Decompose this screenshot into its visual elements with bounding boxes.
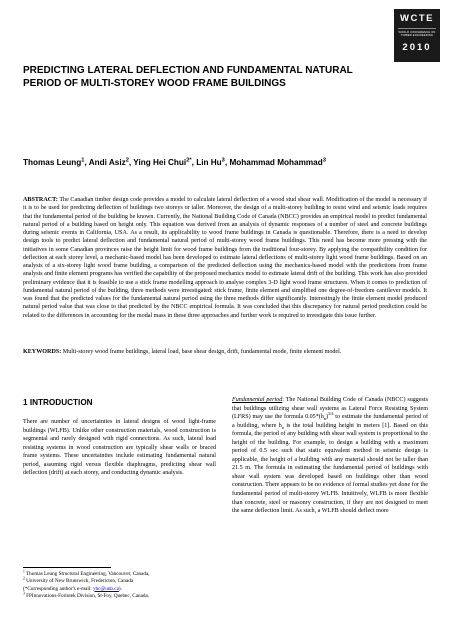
logo-subtitle-1: WORLD CONFERENCE ON — [398, 31, 436, 34]
superscript: 3/4 — [328, 411, 334, 417]
author-name: Mohammad Mohammad — [229, 158, 323, 167]
keywords-text: Multi-storey wood frame buildings, lateral load, base shear design, drift, fundamental mode, finite element model. — [62, 349, 342, 355]
footnote-mark: 2 — [23, 576, 25, 581]
paragraph-text: is the total building height in meters [1]. Based on this formula, the period of any building with shear wall system is proportional to the height of the building. For example, to design a building with a maximum period of 0.5 sec such that static equivalent method in seismic design is applicable, the height of a building with any material should not be taller than 21.5 m. The formula in estimating the fundamental period of buildings with shear wall system was developed based on buildings other than wood construction. There appears to be no evidence of formal studies yet done for the fundamental period of multi-storey WLFB. Intuitively, WLFB is more flexible than concrete, steel or masonry construction, if they are not designed to meet the same deflection limit. As such, a WLFB should deflect more — [232, 422, 428, 515]
paper-title: PREDICTING LATERAL DEFLECTION AND FUNDAMENTAL NATURAL PERIOD OF MULTI-STOREY WOOD FRAME BUILDINGS — [23, 65, 353, 89]
introduction-paragraph: There are number of uncertainties in lateral designs of wood light-frame buildings (WLFB). Unlike other construction materials, wood construction is segmental and rarely designed with rigid connections. As such, lateral load resisting systems in wood construction are typically shear walls or braced frame systems. These uncertainties include estimating fundamental natural period, assuming rigid versus flexible diaphragms, predicting shear wall deflection (drift) at each storey, and conducting dynamic analysis. — [23, 419, 216, 477]
footnotes — [23, 571, 223, 600]
abstract-text: The Canadian timber design code provides a model to calculate lateral deflection of a wood stud shear wall. Modification of the model is necessary if it is to be used for predicting deflection of buildings two storeys or taller. Moreover, the design of a multi-storey building to resist wind and seismic loads requires that the fundamental period of the building be known. Currently, the National Building Code of Canada (NBCC) provides an empirical model to predict fundamental natural period of a building based on height only. This equation was derived from an analysis of dynamic responses of a number of steel and concrete buildings during seismic events in California, USA. As a result, its applicability to wood frame buildings in Canada is questionable. Therefore, there is a need to develop design tools to predict lateral deflection and fundamental natural period of multi-storey wood frame buildings. This need has become more pressing with the initiatives in some Canadian provinces raise the height limit for wood frame buildings from the traditional four-storey. By applying the compatibility condition for deflection at each storey level, a mechanic-based model has been developed to estimate lateral deflections of multi-storey light wood frame buildings. Based on an analysis of a six-storey light wood frame building, a comparison of the predicted deflection using the mechanics-based model with the predictions from frame analysis and finite element programs has verified the capability of the proposed mechanics model to estimate lateral drift of the building. This work has also provided preliminary evidence that it is feasible to use a stick frame modelling approach to analyse complex 3-D light wood frame structures. When it comes to prediction of fundamental natural period of the building, three methods were investigated: stick frame, finite element and simplified one degree-of-freedom cantilever models. It was found that the predicted values for the fundamental natural period using the three methods differ significantly. Interestingly the finite element model produced natural period value that was close to that predicted by the NBCC empirical formula. It was concluded that this discrepancy for natural period prediction could be related to the differences in accounting for the modal mass in these three approaches and further work is required to investigate this issue further. — [23, 197, 427, 319]
email-link[interactable]: yhc@unb.ca — [92, 585, 119, 592]
footnote-mark: 3 — [23, 591, 25, 596]
footnote-text: (*Corresponding author's e-mail: — [23, 585, 93, 592]
logo-divider — [398, 28, 436, 29]
run-in-heading: Fundamental period — [232, 397, 283, 403]
abstract — [23, 196, 427, 320]
author-affiliation-mark: 2* — [186, 157, 192, 164]
conference-logo — [394, 9, 440, 62]
author-name: Thomas Leung — [23, 158, 82, 167]
author-name: Ying Hei Chui — [133, 158, 187, 167]
author-affiliation-mark: 1 — [81, 157, 85, 164]
footnote-divider — [23, 567, 111, 568]
subscript: n — [281, 424, 284, 430]
footnote — [23, 578, 223, 585]
subscript: n — [323, 416, 326, 422]
paragraph-text: to estimate the fundamental period of a building, where h — [232, 414, 428, 429]
footnote-text: Thomas Leung Structural Engineering, Vancouver, Canada, — [26, 571, 150, 577]
paragraph-text: ) — [326, 414, 329, 421]
keywords — [23, 348, 427, 356]
author-list: Thomas Leung$^1$, Andi Asiz$^2$, Ying Hei Chui$^{2*}$, Lin Hu$^3$, Mohammad Mohammad$^3$ — [23, 157, 326, 167]
author-affiliation-mark: 3 — [221, 157, 225, 164]
author-affiliation-mark: 2 — [125, 157, 129, 164]
author-name: Lin Hu — [196, 158, 222, 167]
footnote-text: FPInnovations-Forintek Division, St-Foy, Quebec, Canada. — [26, 592, 150, 599]
logo-year: 2010 — [402, 42, 432, 54]
footnote-text: ). — [118, 585, 122, 592]
logo-subtitle-2: TIMBER ENGINEERING — [400, 34, 434, 38]
author-name: Andi Asiz — [88, 158, 126, 167]
footnote-text: University of New Brunswick, Fredericton, Canada — [26, 578, 134, 585]
logo-acronym: WCTE — [400, 13, 434, 24]
fundamental-period-paragraph — [232, 396, 428, 516]
paragraph-text: : The National Building Code of Canada (NBCC) suggests that buildings utilizing shear wall systems as Lateral Force Resisting System (LFRS) may use the formula 0.05*(h — [232, 397, 428, 421]
footnote — [23, 593, 223, 600]
section-heading: 1 INTRODUCTION — [23, 398, 93, 407]
abstract-label: ABSTRACT: — [23, 197, 58, 203]
keywords-label: KEYWORDS: — [23, 349, 62, 355]
author-affiliation-mark: 3 — [322, 157, 326, 164]
footnote-mark: 1 — [23, 569, 25, 574]
